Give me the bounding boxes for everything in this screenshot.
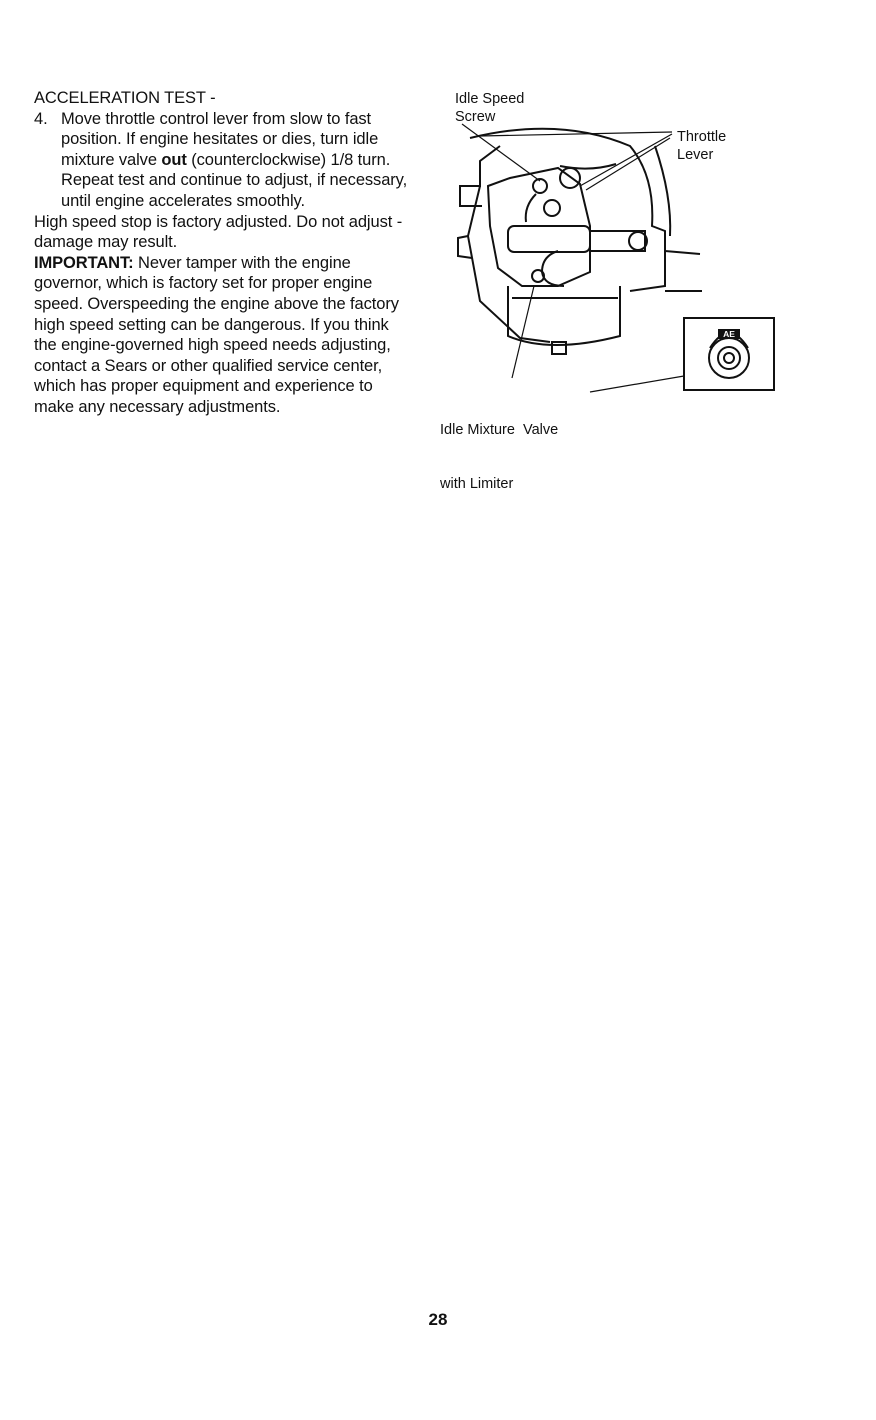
leader-line-idle-mixture-valve — [512, 286, 534, 378]
engine-housing-outline — [470, 129, 665, 291]
step-text-part-a: Move throttle control lever from slow to fast position. If engine hesitates or dies, turn idle mixture valve — [61, 109, 379, 169]
important-text: Never tamper with the engine governor, which is factory set for proper engine speed. Overspeeding the engine above the factory high speed setting can be dangerous. If you think the engine-governed high speed needs adjusting, contact a Sears or other qualified service center, which has proper equipment and experience to make any necessary adjustments. — [34, 253, 399, 416]
carburetor-illustration — [440, 86, 790, 431]
inset-mark-text: AE — [723, 329, 735, 339]
section-heading: ACCELERATION TEST - — [34, 89, 216, 107]
page-number: 28 — [428, 1310, 448, 1329]
instructions-column — [34, 88, 414, 418]
fuel-bowl — [508, 286, 620, 345]
step-number: 4. — [34, 109, 48, 128]
fuel-line — [590, 231, 645, 251]
step-text-part-b: (counterclockwise) 1/8 turn. Repeat test and continue to adjust, if necessary, until engine accelerates smoothly. — [61, 150, 408, 210]
label-idle-speed-screw: Idle Speed Screw — [455, 91, 525, 125]
step-4 — [34, 109, 414, 212]
label-throttle-lever: Throttle Lever — [677, 129, 727, 163]
carburetor-figure — [440, 86, 790, 492]
step-text-bold-out: out — [161, 150, 187, 169]
step-text — [61, 109, 414, 212]
important-label: IMPORTANT: — [34, 253, 134, 272]
label-idle-mixture-valve: Idle Mixture Valve with Limiter — [440, 422, 559, 492]
leader-line-throttle-lever — [580, 134, 672, 186]
high-speed-note: High speed stop is factory adjusted. Do not adjust - damage may result. — [34, 212, 403, 252]
important-paragraph — [34, 253, 414, 418]
